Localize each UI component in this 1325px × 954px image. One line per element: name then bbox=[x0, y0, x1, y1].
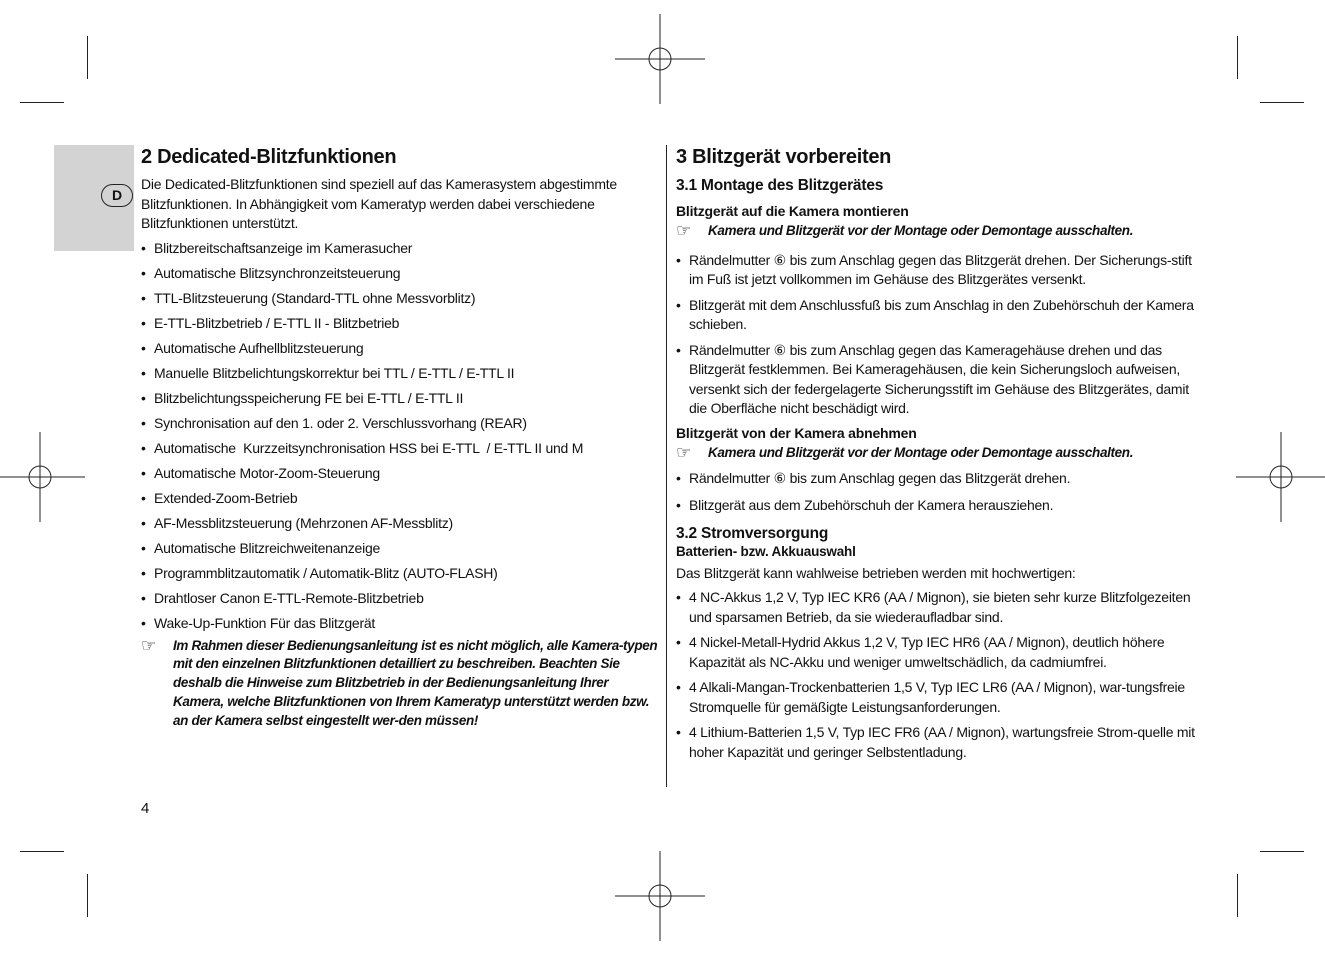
list-item: • E-TTL-Blitzbetrieb / E-TTL II - Blitzbetrieb bbox=[141, 314, 400, 331]
list-item: • 4 Alkali-Mangan-Trockenbatterien 1,5 V, Typ IEC LR6 (AA / Mignon), war-tungsfreie Stromquelle für gemäßigte Leistungsanforderungen. bbox=[676, 679, 1185, 715]
crop-mark bbox=[20, 851, 64, 852]
section-intro: Die Dedicated-Blitzfunktionen sind speziell auf das Kamerasystem abgestimmte Blitzfunktionen. In Abhängigkeit vom Kameratyp werden dabei verschiedene Blitzfunktionen unterstützt. bbox=[141, 176, 617, 231]
section-title: 3 Blitzgerät vorbereiten bbox=[676, 146, 892, 168]
note-text: Im Rahmen dieser Bedienungsanleitung ist es nicht möglich, alle Kamera-typen mit den einzelnen Blitzfunktionen detailliert zu beschreiben. Beachten Sie deshalb die Hinweise zum Blitzbetrieb in der Bedienungsanleitung Ihrer Kamera, welche Blitzfunktionen von Ihrem Kameratyp unterstützt werden bzw. an der Kamera selbst eingestellt wer-den müssen! bbox=[173, 637, 658, 728]
list-item: • Rändelmutter ⑥ bis zum Anschlag gegen das Kameragehäuse drehen und das Blitzgerät festklemmen. Bei Kameragehäusen, die kein Sicherungsloch aufweisen, versenkt sich der federgelagerte Sicherungsstift im Gehäuse des Blitzgerätes, damit die Oberfläche nicht beschädigt wird. bbox=[676, 341, 1189, 417]
list-item: • 4 NC-Akkus 1,2 V, Typ IEC KR6 (AA / Mignon), sie bieten sehr kurze Blitzfolgezeiten und sparsamen Betrieb, da sie wiederaufladbar sind. bbox=[676, 589, 1191, 625]
note bbox=[141, 637, 659, 731]
note-text: Kamera und Blitzgerät vor der Montage oder Demontage ausschalten. bbox=[708, 444, 1134, 460]
list-item: • TTL-Blitzsteuerung (Standard-TTL ohne Messvorblitz) bbox=[141, 289, 476, 306]
crop-mark bbox=[87, 36, 88, 79]
list-item: • 4 Nickel-Metall-Hydrid Akkus 1,2 V, Typ IEC HR6 (AA / Mignon), deutlich höhere Kapazität als NC-Akku und weniger umweltschädlich, da cadmiumfrei. bbox=[676, 634, 1165, 670]
list-item: • Extended-Zoom-Betrieb bbox=[141, 489, 298, 506]
crop-mark bbox=[1260, 851, 1304, 852]
feature-list bbox=[141, 239, 659, 634]
registration-mark-icon bbox=[1236, 432, 1325, 522]
registration-mark-icon bbox=[615, 14, 705, 104]
list-item: • Automatische Blitzreichweitenanzeige bbox=[141, 539, 381, 556]
remove-steps bbox=[676, 469, 1196, 516]
pointing-hand-icon: ☞ bbox=[676, 442, 691, 462]
list-item: • Blitzbereitschaftsanzeige im Kamerasucher bbox=[141, 239, 413, 256]
list-item: • AF-Messblitzsteuerung (Mehrzonen AF-Messblitz) bbox=[141, 514, 453, 531]
language-badge: D bbox=[101, 184, 133, 207]
list-item: • 4 Lithium-Batterien 1,5 V, Typ IEC FR6 (AA / Mignon), wartungsfreie Strom-quelle mit hoher Kapazität und geringer Selbstentladung. bbox=[676, 724, 1195, 760]
registration-mark-icon bbox=[615, 851, 705, 941]
list-item: • Automatische Motor-Zoom-Steuerung bbox=[141, 464, 380, 481]
crop-mark bbox=[1260, 102, 1304, 103]
pointing-hand-icon: ☞ bbox=[141, 635, 156, 655]
page-number: 4 bbox=[141, 800, 150, 817]
list-item: • Programmblitzautomatik / Automatik-Blitz (AUTO-FLASH) bbox=[141, 564, 498, 581]
list-item: • Blitzbelichtungsspeicherung FE bei E-TTL / E-TTL II bbox=[141, 389, 464, 406]
subsection-heading: 3.1 Montage des Blitzgerätes bbox=[676, 177, 884, 194]
subsection-heading: 3.2 Stromversorgung bbox=[676, 524, 829, 542]
list-item: • Automatische Kurzzeitsynchronisation HSS bei E-TTL / E-TTL II und M bbox=[141, 439, 584, 456]
battery-list bbox=[676, 588, 1196, 762]
section-title: 2 Dedicated-Blitzfunktionen bbox=[141, 146, 397, 168]
list-item: • Automatische Aufhellblitzsteuerung bbox=[141, 339, 364, 356]
mount-steps bbox=[676, 251, 1196, 419]
note bbox=[676, 444, 1196, 463]
power-intro: Das Blitzgerät kann wahlweise betrieben werden mit hochwertigen: bbox=[676, 564, 1076, 581]
pointing-hand-icon: ☞ bbox=[676, 221, 691, 240]
procedure-heading: Blitzgerät auf die Kamera montieren bbox=[676, 203, 909, 219]
procedure-heading: Blitzgerät von der Kamera abnehmen bbox=[676, 424, 917, 441]
list-item: • Blitzgerät mit dem Anschlussfuß bis zum Anschlag in den Zubehörschuh der Kamera schieben. bbox=[676, 296, 1194, 333]
subsection-subheading: Batterien- bzw. Akkuauswahl bbox=[676, 543, 856, 559]
crop-mark bbox=[1237, 874, 1238, 917]
right-column bbox=[676, 142, 1196, 768]
note-text: Kamera und Blitzgerät vor der Montage oder Demontage ausschalten. bbox=[708, 223, 1134, 238]
list-item: • Rändelmutter ⑥ bis zum Anschlag gegen das Blitzgerät drehen. bbox=[676, 469, 1071, 486]
list-item: • Blitzgerät aus dem Zubehörschuh der Kamera herausziehen. bbox=[676, 497, 1054, 514]
crop-mark bbox=[20, 102, 64, 103]
list-item: • Synchronisation auf den 1. oder 2. Verschlussvorhang (REAR) bbox=[141, 414, 527, 431]
list-item: • Drahtloser Canon E-TTL-Remote-Blitzbetrieb bbox=[141, 589, 424, 606]
list-item: • Wake-Up-Funktion Für das Blitzgerät bbox=[141, 614, 376, 631]
crop-mark bbox=[87, 874, 88, 917]
note bbox=[676, 222, 1196, 241]
list-item: • Manuelle Blitzbelichtungskorrektur bei TTL / E-TTL / E-TTL II bbox=[141, 364, 515, 381]
list-item: • Rändelmutter ⑥ bis zum Anschlag gegen das Blitzgerät drehen. Der Sicherungs-stift im Fuß ist jetzt vollkommen im Gehäuse des Blitzgerätes versenkt. bbox=[676, 251, 1192, 288]
registration-mark-icon bbox=[0, 432, 85, 522]
crop-mark bbox=[1237, 36, 1238, 79]
list-item: • Automatische Blitzsynchronzeitsteuerung bbox=[141, 264, 401, 281]
column-divider bbox=[666, 145, 667, 787]
left-column bbox=[141, 142, 659, 730]
